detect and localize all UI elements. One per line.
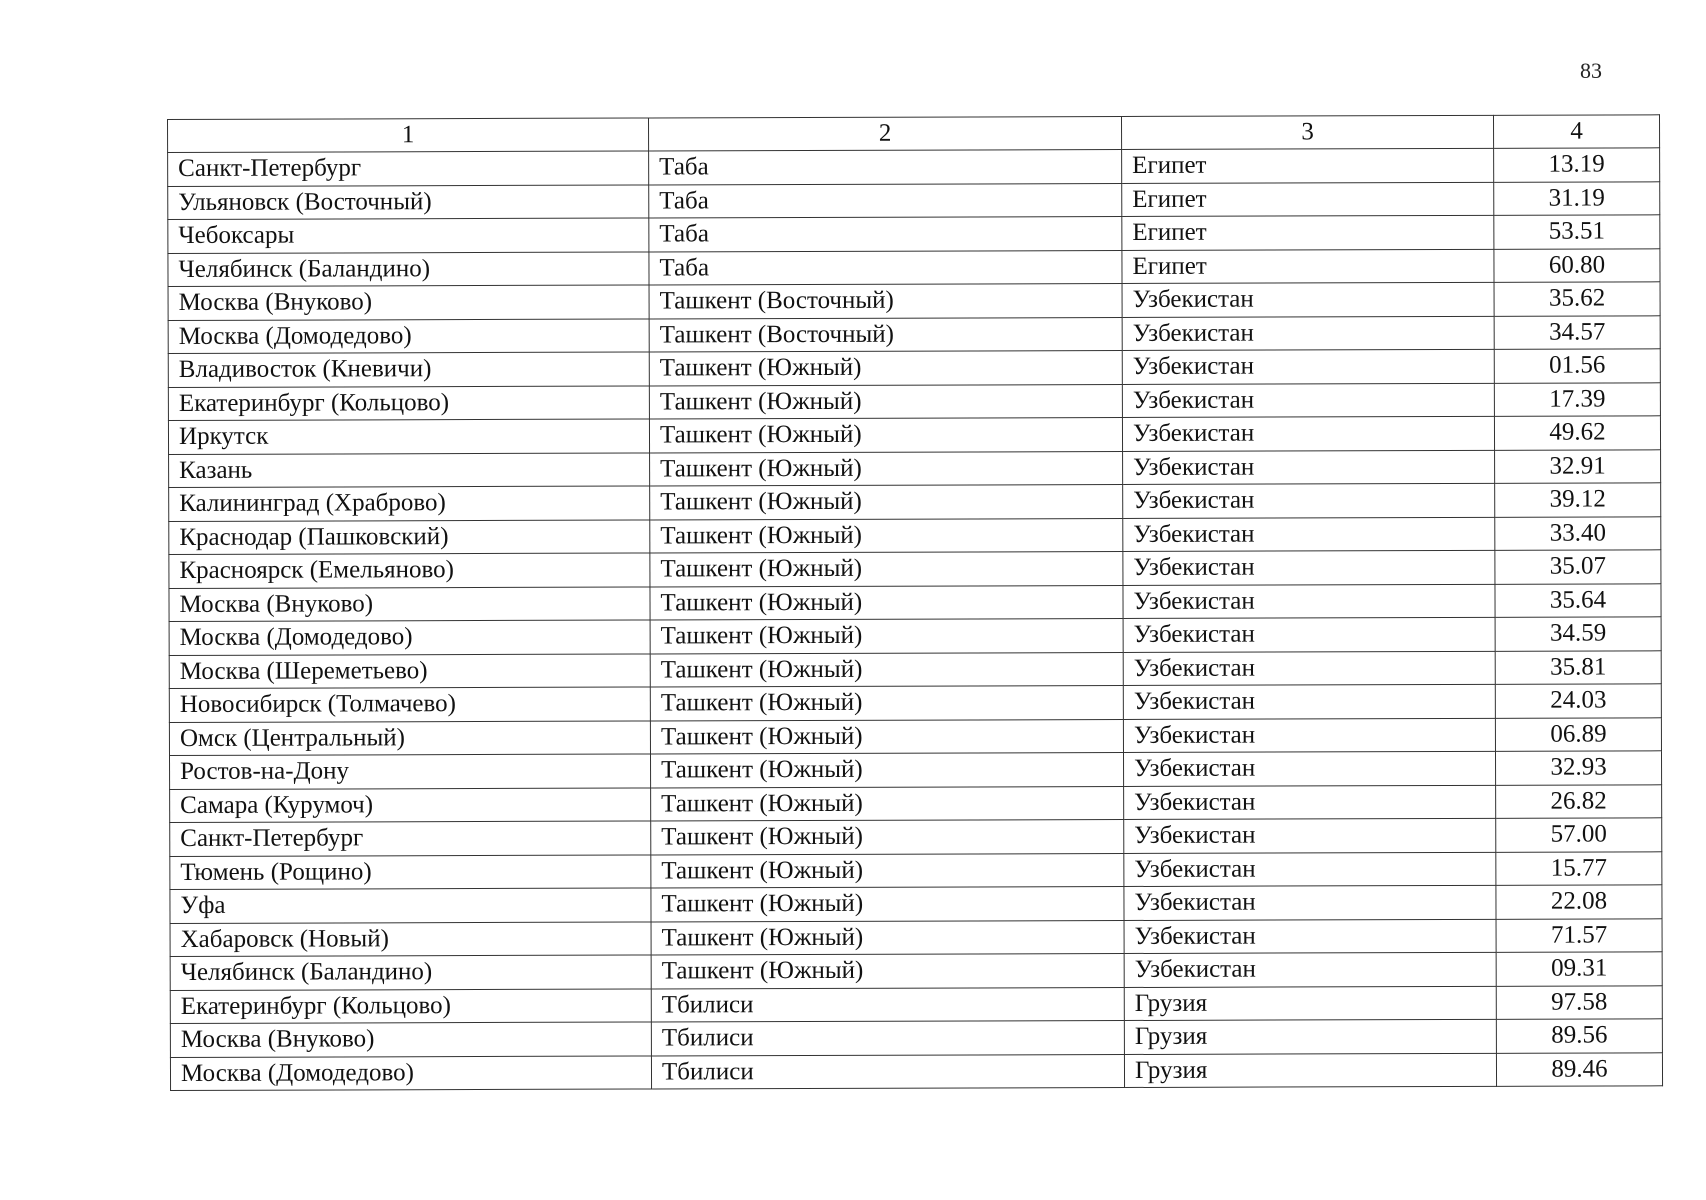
destination-cell: Ташкент (Южный) (651, 920, 1124, 955)
destination-cell: Таба (649, 217, 1122, 252)
table-row (169, 617, 1661, 655)
country-cell: Узбекистан (1122, 349, 1494, 384)
destination-cell: Ташкент (Южный) (650, 484, 1123, 519)
table-row (168, 416, 1660, 454)
origin-cell: Самара (Курумоч) (170, 787, 651, 822)
origin-cell: Москва (Внуково) (170, 1022, 651, 1057)
country-cell: Узбекистан (1124, 785, 1496, 820)
table-row (168, 282, 1660, 320)
table-row (168, 315, 1660, 353)
country-cell: Узбекистан (1123, 718, 1495, 753)
destination-cell: Ташкент (Южный) (651, 853, 1124, 888)
destination-cell: Ташкент (Южный) (649, 351, 1122, 386)
country-cell: Узбекистан (1123, 483, 1495, 518)
table-row (169, 684, 1661, 722)
country-cell: Египет (1122, 215, 1494, 250)
destination-cell: Тбилиси (651, 987, 1124, 1022)
table-header (168, 115, 1660, 153)
country-cell: Узбекистан (1123, 517, 1495, 552)
country-cell: Египет (1122, 249, 1494, 284)
destination-cell: Ташкент (Южный) (649, 384, 1122, 419)
value-cell: 17.39 (1494, 382, 1660, 416)
value-cell: 97.58 (1496, 985, 1662, 1019)
value-cell: 13.19 (1494, 148, 1660, 182)
table-row (169, 650, 1661, 688)
origin-cell: Москва (Шереметьево) (169, 653, 650, 688)
origin-cell: Владивосток (Кневичи) (168, 352, 649, 387)
country-cell: Узбекистан (1123, 684, 1495, 719)
origin-cell: Челябинск (Баландино) (168, 251, 649, 286)
destination-cell: Таба (649, 250, 1122, 285)
country-cell: Грузия (1124, 1019, 1496, 1054)
table-row (170, 1052, 1662, 1090)
destination-cell: Ташкент (Южный) (651, 886, 1124, 921)
country-cell: Узбекистан (1123, 751, 1495, 786)
value-cell: 06.89 (1495, 717, 1661, 751)
value-cell: 89.46 (1496, 1052, 1662, 1086)
header-cell-4: 4 (1493, 115, 1659, 149)
table-row (169, 483, 1661, 521)
country-cell: Узбекистан (1124, 885, 1496, 920)
header-row (168, 115, 1660, 153)
table-row (169, 449, 1661, 487)
country-cell: Узбекистан (1122, 282, 1494, 317)
table-row (168, 181, 1660, 219)
origin-cell: Казань (169, 452, 650, 487)
value-cell: 57.00 (1496, 818, 1662, 852)
country-cell: Узбекистан (1123, 584, 1495, 619)
origin-cell: Краснодар (Пашковский) (169, 519, 650, 554)
country-cell: Узбекистан (1124, 852, 1496, 887)
table-row (168, 382, 1660, 420)
table-row (170, 784, 1662, 822)
country-cell: Узбекистан (1123, 617, 1495, 652)
value-cell: 60.80 (1494, 248, 1660, 282)
origin-cell: Чебоксары (168, 218, 649, 253)
country-cell: Узбекистан (1124, 952, 1496, 987)
origin-cell: Москва (Внуково) (168, 285, 649, 320)
origin-cell: Москва (Внуково) (169, 586, 650, 621)
country-cell: Узбекистан (1124, 919, 1496, 954)
value-cell: 39.12 (1495, 483, 1661, 517)
value-cell: 35.64 (1495, 583, 1661, 617)
table-row (168, 148, 1660, 186)
country-cell: Египет (1122, 148, 1494, 183)
origin-cell: Иркутск (168, 419, 649, 454)
destination-cell: Ташкент (Южный) (651, 786, 1124, 821)
origin-cell: Москва (Домодедово) (169, 620, 650, 655)
destination-cell: Ташкент (Южный) (650, 618, 1123, 653)
origin-cell: Екатеринбург (Кольцово) (170, 988, 651, 1023)
destination-cell: Тбилиси (651, 1020, 1124, 1055)
value-cell: 22.08 (1496, 885, 1662, 919)
table-row (170, 851, 1662, 889)
destination-cell: Таба (649, 150, 1122, 185)
country-cell: Узбекистан (1123, 450, 1495, 485)
origin-cell: Челябинск (Баландино) (170, 955, 651, 990)
destination-cell: Ташкент (Южный) (650, 752, 1123, 787)
table-row (170, 985, 1662, 1023)
value-cell: 35.07 (1495, 550, 1661, 584)
value-cell: 34.57 (1494, 315, 1660, 349)
origin-cell: Тюмень (Рощино) (170, 854, 651, 889)
origin-cell: Санкт-Петербург (170, 821, 651, 856)
value-cell: 32.93 (1495, 751, 1661, 785)
value-cell: 09.31 (1496, 952, 1662, 986)
destination-cell: Ташкент (Восточный) (649, 317, 1122, 352)
destination-cell: Ташкент (Южный) (649, 417, 1122, 452)
country-cell: Узбекистан (1122, 316, 1494, 351)
table-row (168, 215, 1660, 253)
origin-cell: Калининград (Храброво) (169, 486, 650, 521)
origin-cell: Санкт-Петербург (168, 151, 649, 186)
origin-cell: Москва (Домодедово) (168, 318, 649, 353)
value-cell: 89.56 (1496, 1019, 1662, 1053)
value-cell: 34.59 (1495, 617, 1661, 651)
destination-cell: Ташкент (Южный) (650, 551, 1123, 586)
value-cell: 49.62 (1494, 416, 1660, 450)
origin-cell: Хабаровск (Новый) (170, 921, 651, 956)
destination-cell: Тбилиси (651, 1054, 1124, 1089)
value-cell: 15.77 (1496, 851, 1662, 885)
country-cell: Узбекистан (1122, 416, 1494, 451)
destination-cell: Ташкент (Южный) (650, 585, 1123, 620)
destination-cell: Ташкент (Южный) (651, 953, 1124, 988)
value-cell: 24.03 (1495, 684, 1661, 718)
destination-cell: Ташкент (Южный) (650, 451, 1123, 486)
table-row (170, 818, 1662, 856)
value-cell: 32.91 (1495, 449, 1661, 483)
country-cell: Узбекистан (1123, 550, 1495, 585)
origin-cell: Москва (Домодедово) (170, 1055, 651, 1090)
destination-cell: Ташкент (Южный) (650, 518, 1123, 553)
origin-cell: Омск (Центральный) (169, 720, 650, 755)
header-cell-1: 1 (168, 118, 649, 153)
table-row (169, 751, 1661, 789)
table-row (170, 1019, 1662, 1057)
destination-cell: Ташкент (Южный) (651, 819, 1124, 854)
table-row (169, 717, 1661, 755)
value-cell: 31.19 (1494, 181, 1660, 215)
origin-cell: Екатеринбург (Кольцово) (168, 385, 649, 420)
value-cell: 53.51 (1494, 215, 1660, 249)
origin-cell: Новосибирск (Толмачево) (169, 687, 650, 722)
value-cell: 71.57 (1496, 918, 1662, 952)
header-cell-3: 3 (1121, 115, 1493, 149)
country-cell: Узбекистан (1122, 383, 1494, 418)
table-row (170, 918, 1662, 956)
table-row (169, 583, 1661, 621)
origin-cell: Красноярск (Емельяново) (169, 553, 650, 588)
value-cell: 26.82 (1496, 784, 1662, 818)
table-row (168, 349, 1660, 387)
table-row (170, 885, 1662, 923)
origin-cell: Уфа (170, 888, 651, 923)
table-row (169, 550, 1661, 588)
table-row (168, 248, 1660, 286)
destination-cell: Ташкент (Восточный) (649, 284, 1122, 319)
country-cell: Узбекистан (1123, 651, 1495, 686)
destination-cell: Ташкент (Южный) (650, 719, 1123, 754)
value-cell: 01.56 (1494, 349, 1660, 383)
table-body (168, 148, 1663, 1091)
country-cell: Египет (1122, 182, 1494, 217)
value-cell: 35.62 (1494, 282, 1660, 316)
header-cell-2: 2 (648, 117, 1121, 151)
routes-table (167, 114, 1663, 1091)
origin-cell: Ростов-на-Дону (169, 754, 650, 789)
country-cell: Грузия (1124, 1053, 1496, 1088)
table-row (169, 516, 1661, 554)
value-cell: 33.40 (1495, 516, 1661, 550)
table-row (170, 952, 1662, 990)
country-cell: Узбекистан (1124, 818, 1496, 853)
value-cell: 35.81 (1495, 650, 1661, 684)
page-number: 83 (1580, 58, 1602, 83)
country-cell: Грузия (1124, 986, 1496, 1021)
destination-cell: Ташкент (Южный) (650, 685, 1123, 720)
destination-cell: Ташкент (Южный) (650, 652, 1123, 687)
origin-cell: Ульяновск (Восточный) (168, 184, 649, 219)
destination-cell: Таба (649, 183, 1122, 218)
